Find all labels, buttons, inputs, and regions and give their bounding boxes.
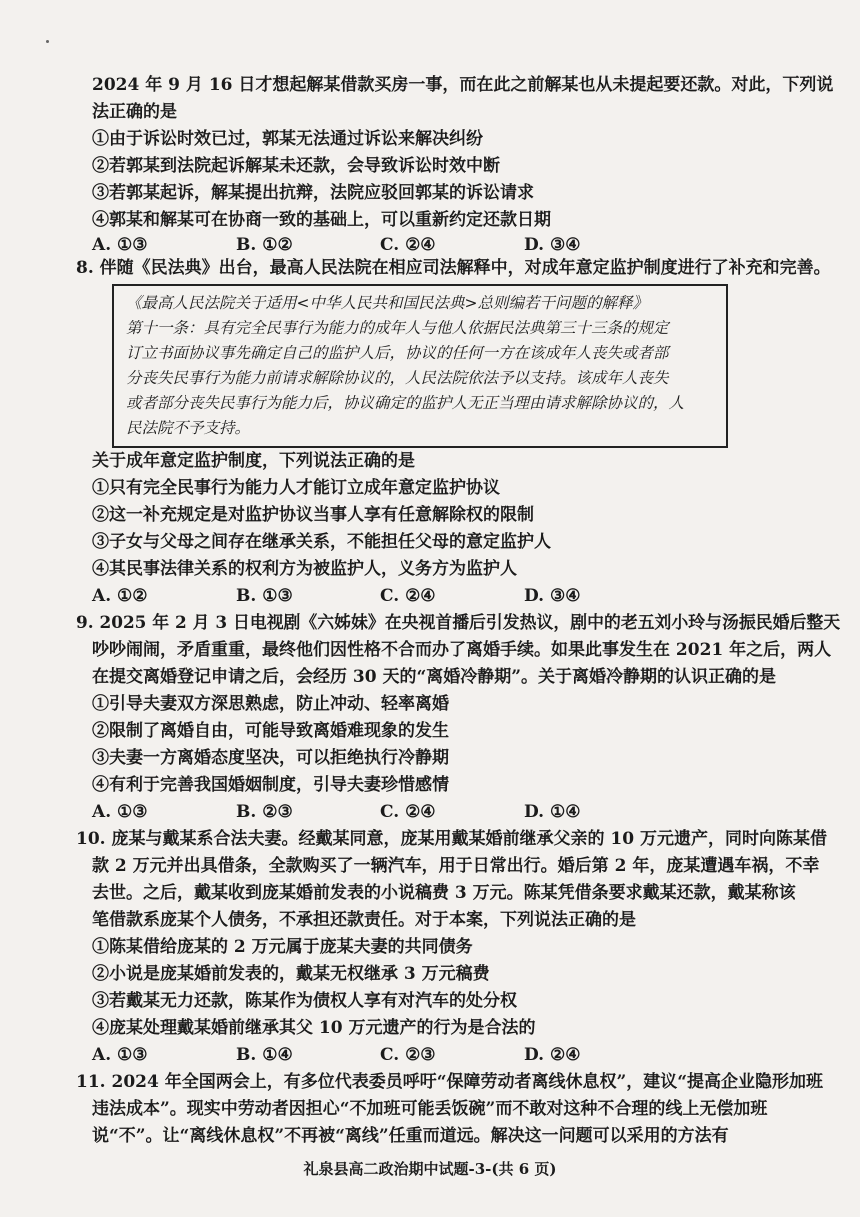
page-footer: 礼泉县高二政治期中试题-3-(共 6 页) bbox=[303, 1160, 557, 1178]
q7-choice-b: B. ①② bbox=[236, 235, 293, 255]
q9-stem-line-3: 在提交离婚登记申请之后，会经历 30 天的“离婚冷静期”。关于离婚冷静期的认识正确的是 bbox=[92, 667, 777, 687]
q8-choice-a: A. ①② bbox=[92, 586, 148, 606]
q9-option-3: ③夫妻一方离婚态度坚决，可以拒绝执行冷静期 bbox=[92, 748, 449, 768]
q8-choice-c: C. ②④ bbox=[380, 586, 436, 606]
q10-option-3: ③若戴某无力还款，陈某作为债权人享有对汽车的处分权 bbox=[92, 991, 517, 1011]
q8-quote-line-2: 第十一条：具有完全民事行为能力的成年人与他人依据民法典第三十三条的规定 bbox=[126, 319, 669, 337]
q11-stem-line-1: 11. 2024 年全国两会上，有多位代表委员呼吁“保障劳动者离线休息权”，建议“提高企业隐形加班 bbox=[76, 1072, 824, 1092]
q7-stem-line-2: 法正确的是 bbox=[92, 102, 177, 122]
q9-choice-a: A. ①③ bbox=[92, 802, 148, 822]
q10-choice-a: A. ①③ bbox=[92, 1045, 148, 1065]
q7-choice-d: D. ③④ bbox=[524, 235, 581, 255]
q10-choice-c: C. ②③ bbox=[380, 1045, 436, 1065]
q9-option-1: ①引导夫妻双方深思熟虑，防止冲动、轻率离婚 bbox=[92, 694, 449, 714]
q7-option-4: ④郭某和解某可在协商一致的基础上，可以重新约定还款日期 bbox=[92, 210, 551, 230]
q8-question: 关于成年意定监护制度，下列说法正确的是 bbox=[92, 451, 415, 471]
q9-stem-line-2: 吵吵闹闹，矛盾重重，最终他们因性格不合而办了离婚手续。如果此事发生在 2021 年之后，两人 bbox=[92, 640, 832, 660]
q7-choice-c: C. ②④ bbox=[380, 235, 436, 255]
q11-stem-line-3: 说“不”。让“离线休息权”不再被“离线”任重而道远。解决这一问题可以采用的方法有 bbox=[92, 1126, 729, 1146]
q9-stem-line-1: 9. 2025 年 2 月 3 日电视剧《六姊妹》在央视首播后引发热议，剧中的老五刘小玲与汤振民婚后整天 bbox=[76, 613, 841, 633]
q8-stem: 8. 伴随《民法典》出台，最高人民法院在相应司法解释中，对成年意定监护制度进行了补充和完善。 bbox=[76, 258, 831, 278]
q8-quote-box bbox=[112, 284, 728, 448]
q10-option-2: ②小说是庞某婚前发表的，戴某无权继承 3 万元稿费 bbox=[92, 964, 490, 984]
q8-choice-b: B. ①③ bbox=[236, 586, 293, 606]
q8-option-3: ③子女与父母之间存在继承关系，不能担任父母的意定监护人 bbox=[92, 532, 551, 552]
q8-quote-line-1: 《最高人民法院关于适用<中华人民共和国民法典>总则编若干问题的解释》 bbox=[126, 294, 648, 312]
q7-option-1: ①由于诉讼时效已过，郭某无法通过诉讼来解决纠纷 bbox=[92, 129, 483, 149]
q7-choice-a: A. ①③ bbox=[92, 235, 148, 255]
q8-option-1: ①只有完全民事行为能力人才能订立成年意定监护协议 bbox=[92, 478, 500, 498]
q8-option-4: ④其民事法律关系的权利方为被监护人，义务方为监护人 bbox=[92, 559, 517, 579]
q9-option-2: ②限制了离婚自由，可能导致离婚难现象的发生 bbox=[92, 721, 449, 741]
q8-quote-line-3: 订立书面协议事先确定自己的监护人后，协议的任何一方在该成年人丧失或者部 bbox=[126, 344, 669, 362]
q10-stem-line-3: 去世。之后，戴某收到庞某婚前发表的小说稿费 3 万元。陈某凭借条要求戴某还款，戴某称该 bbox=[92, 883, 796, 903]
q10-option-4: ④庞某处理戴某婚前继承其父 10 万元遗产的行为是合法的 bbox=[92, 1018, 536, 1038]
q10-option-1: ①陈某借给庞某的 2 万元属于庞某夫妻的共同债务 bbox=[92, 937, 473, 957]
q7-option-3: ③若郭某起诉，解某提出抗辩，法院应驳回郭某的诉讼请求 bbox=[92, 183, 534, 203]
q7-stem-line-1: 2024 年 9 月 16 日才想起解某借款买房一事，而在此之前解某也从未提起要还款。对此，下列说 bbox=[92, 75, 834, 95]
q10-stem-line-2: 款 2 万元并出具借条，全款购买了一辆汽车，用于日常出行。婚后第 2 年，庞某遭遇车祸，不幸 bbox=[92, 856, 820, 876]
q9-choice-d: D. ①④ bbox=[524, 802, 581, 822]
q8-quote-line-5: 或者部分丧失民事行为能力后，协议确定的监护人无正当理由请求解除协议的，人 bbox=[126, 394, 685, 412]
q9-choice-c: C. ②④ bbox=[380, 802, 436, 822]
q8-quote-line-4: 分丧失民事行为能力前请求解除协议的，人民法院依法予以支持。该成年人丧失 bbox=[126, 369, 669, 387]
q10-choice-d: D. ②④ bbox=[524, 1045, 581, 1065]
q11-stem-line-2: 违法成本”。现实中劳动者因担心“不加班可能丢饭碗”而不敢对这种不合理的线上无偿加班 bbox=[92, 1099, 768, 1119]
q9-choice-b: B. ②③ bbox=[236, 802, 293, 822]
q8-choice-d: D. ③④ bbox=[524, 586, 581, 606]
q7-option-2: ②若郭某到法院起诉解某未还款，会导致诉讼时效中断 bbox=[92, 156, 500, 176]
q10-choice-b: B. ①④ bbox=[236, 1045, 293, 1065]
q8-quote-line-6: 民法院不予支持。 bbox=[126, 419, 251, 437]
q10-stem-line-1: 10. 庞某与戴某系合法夫妻。经戴某同意，庞某用戴某婚前继承父亲的 10 万元遗产，同时向陈某借 bbox=[76, 829, 827, 849]
scan-speck bbox=[46, 40, 49, 43]
q10-stem-line-4: 笔借款系庞某个人债务，不承担还款责任。对于本案，下列说法正确的是 bbox=[92, 910, 636, 930]
q9-option-4: ④有利于完善我国婚姻制度，引导夫妻珍惜感情 bbox=[92, 775, 449, 795]
q8-option-2: ②这一补充规定是对监护协议当事人享有任意解除权的限制 bbox=[92, 505, 534, 525]
